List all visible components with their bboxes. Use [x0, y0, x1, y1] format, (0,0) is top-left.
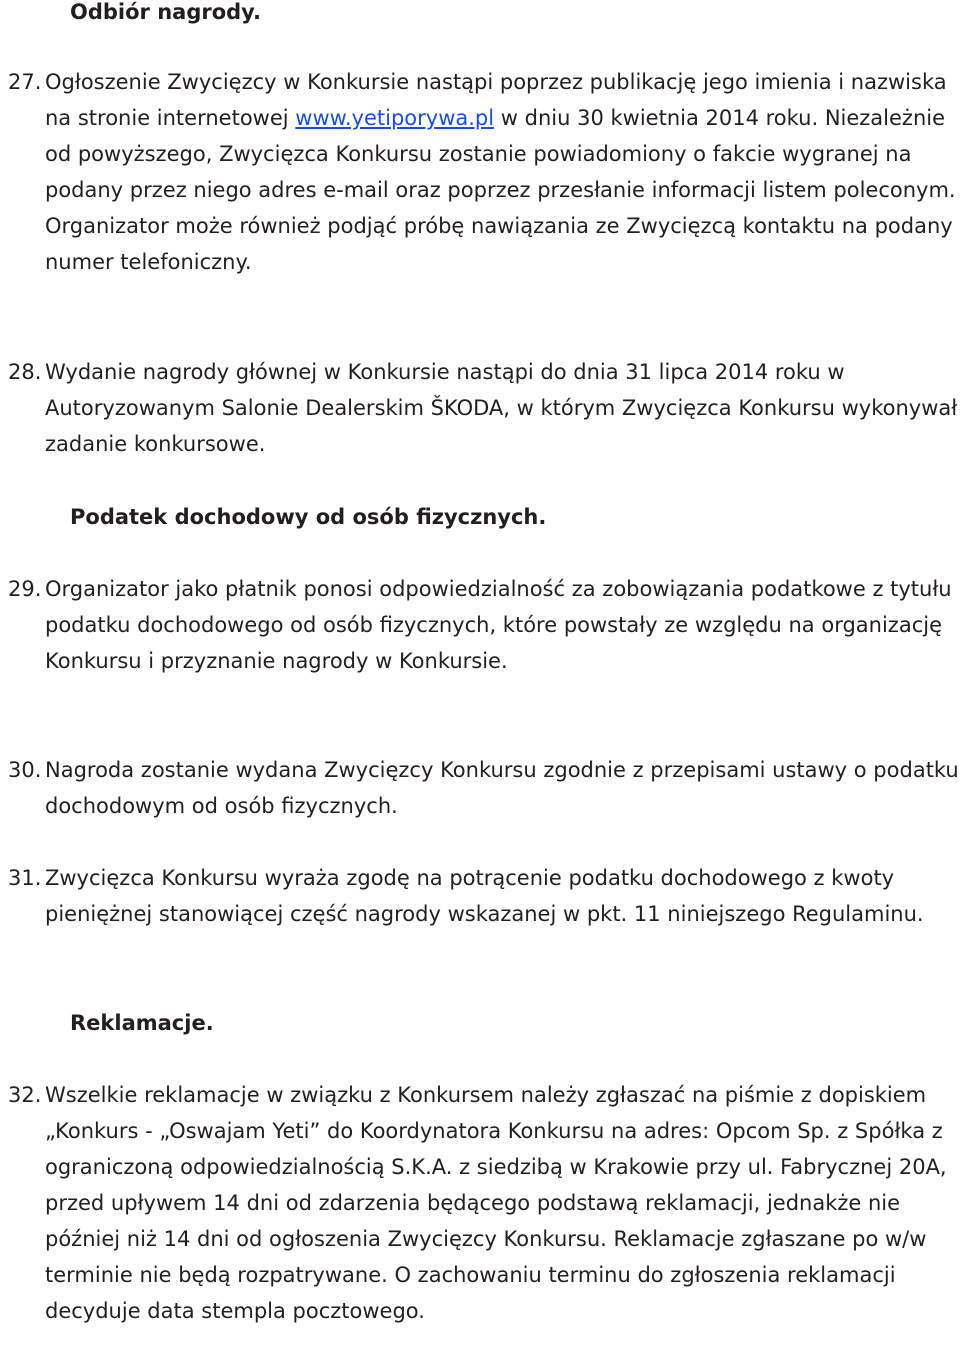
clause-number: 31.: [8, 866, 42, 890]
clause-text: Wszelkie reklamacje w związku z Konkursem należy zgłaszać na piśmie z dopiskiem „Konkurs - „Oswajam Yeti” do Koordynatora Konkursu na adres: Opcom Sp. z Spółka z ograniczoną odpowiedzialnością S.K.A. z siedzibą w Krakowie przy ul. Fabrycznej 20A, przed upływem 14 dni od zdarzenia będącego podstawą reklamacji, jednakże nie później niż 14 dni od ogłoszenia Zwycięzcy Konkursu. Reklamacje zgłaszane po w/w terminie nie będą rozpatrywane. O zachowaniu terminu do zgłoszenia reklamacji decyduje data stempla pocztowego.: [45, 1083, 947, 1323]
clause-27: [8, 64, 960, 280]
clause-number: 30.: [8, 758, 42, 782]
section-heading-income-tax: Podatek dochodowy od osób fizycznych.: [70, 505, 547, 529]
clause-29: [8, 571, 960, 679]
clause-text: Zwycięzca Konkursu wyraża zgodę na potrącenie podatku dochodowego z kwoty pieniężnej stanowiącej część nagrody wskazanej w pkt. 11 niniejszego Regulaminu.: [45, 866, 924, 926]
clause-text: Wydanie nagrody głównej w Konkursie nastąpi do dnia 31 lipca 2014 roku w Autoryzowanym Salonie Dealerskim ŠKODA, w którym Zwycięzca Konkursu wykonywał zadanie konkursowe.: [45, 360, 958, 456]
clause-28: [8, 354, 960, 462]
clause-32: [8, 1077, 960, 1329]
clause-number: 29.: [8, 577, 42, 601]
clause-text: Ogłoszenie Zwycięzcy w Konkursie nastąpi poprzez publikację jego imienia i nazwiska na stronie internetowej: [45, 70, 947, 130]
clause-number: 32.: [8, 1083, 42, 1107]
clause-text: Organizator jako płatnik ponosi odpowiedzialność za zobowiązania podatkowe z tytułu podatku dochodowego od osób fizycznych, które powstały ze względu na organizację Konkursu i przyznanie nagrody w Konkursie.: [45, 577, 952, 673]
clause-text: Nagroda zostanie wydana Zwycięzcy Konkursu zgodnie z przepisami ustawy o podatku dochodowym od osób fizycznych.: [45, 758, 959, 818]
clause-31: [8, 860, 960, 932]
clause-text-continued: w dniu 30 kwietnia 2014 roku. Niezależnie od powyższego, Zwycięzca Konkursu zostanie powiadomiony o fakcie wygranej na podany przez niego adres e-mail oraz poprzez przesłanie informacji listem poleconym. Organizator może również podjąć próbę nawiązania ze Zwycięzcą kontaktu na podany numer telefoniczny.: [45, 106, 956, 274]
clause-number: 27.: [8, 70, 42, 94]
section-heading-complaints: Reklamacje.: [70, 1011, 214, 1035]
section-heading-prize-collection: Odbiór nagrody.: [70, 0, 261, 24]
clause-number: 28.: [8, 360, 42, 384]
website-link[interactable]: www.yetiporywa.pl: [295, 106, 495, 130]
clause-30: [8, 752, 960, 824]
